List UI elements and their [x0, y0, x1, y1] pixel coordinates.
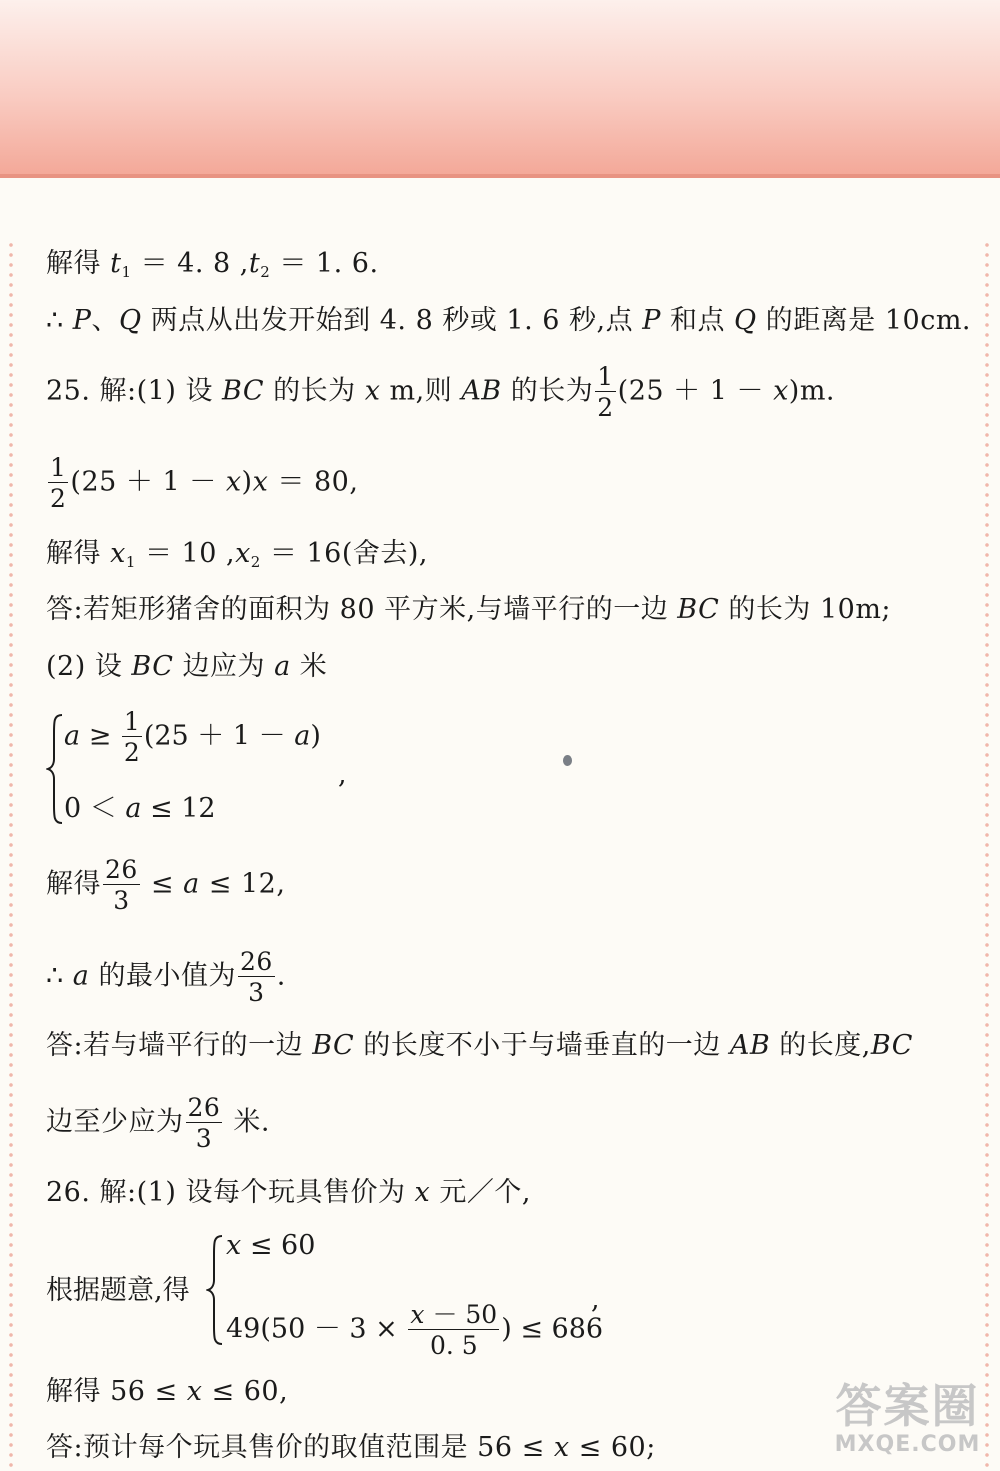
inequality-system-2 — [46, 1228, 606, 1360]
system-comma: , — [591, 1284, 600, 1315]
fraction-26-thirds: $\frac{26}{3}$ — [187, 1093, 221, 1153]
answer-line-part2-cont: 边至少应为 $\frac{26}{3}$ 米. — [46, 1093, 270, 1153]
inequality-row-1: x ≤ 60 — [226, 1230, 316, 1261]
fraction-one-half: $\frac{1}{2}$ — [123, 707, 140, 767]
solution-line-t-values: 解得 $t_1 = 4$. 8 $,t_2 = 1$. 6. — [46, 248, 379, 281]
solution-range-a: 解得 $\frac{26}{3}$ ≤ a ≤ 12, — [46, 855, 286, 915]
minimum-value-line: ∴ a 的最小值为 $\frac{26}{3}$ . — [46, 947, 286, 1007]
system-label: 根据题意,得 — [46, 1275, 190, 1306]
problem-26-setup: 26. 解:(1) 设每个玩具售价为 x 元／个, — [46, 1177, 531, 1208]
right-border-decoration — [984, 240, 990, 1471]
fraction-price-expression: $\frac{x - 50}{0. 5}$ — [410, 1300, 498, 1360]
conclusion-line-pq: ∴ P、Q 两点从出发开始到 4. 8 秒或 1. 6 秒,点 P 和点 Q 的距离是 10cm. — [46, 305, 972, 336]
left-brace-icon — [206, 1234, 224, 1346]
answer-line-26: 答:预计每个玩具售价的取值范围是 56 ≤ x ≤ 60; — [46, 1432, 656, 1463]
problem-25-setup: 25. 解:(1) 设 BC 的长为 x m,则 AB 的长为 $\frac{1}{2}$ (25 ＋ 1 － x)m. — [46, 362, 836, 422]
inequality-row-2: 49(50 － 3 × $\frac{x - 50}{0. 5}$ ) ≤ 686 — [226, 1300, 604, 1360]
fraction-26-thirds: $\frac{26}{3}$ — [105, 855, 138, 915]
system-comma: , — [338, 759, 347, 790]
solution-line-x-values: 解得 $x_1 = 10$ $,x_2 = 16$(舍去), — [46, 538, 429, 571]
ink-dot — [563, 755, 572, 766]
answer-line-part2: 答:若与墙平行的一边 BC 的长度不小于与墙垂直的一边 AB 的长度,BC — [46, 1030, 913, 1061]
fraction-26-thirds: $\frac{26}{3}$ — [239, 947, 273, 1007]
site-watermark: 答案圈 MXQE.COM — [834, 1379, 981, 1457]
inequality-system-1 — [46, 705, 376, 830]
fraction-one-half: $\frac{1}{2}$ — [50, 453, 67, 513]
solution-range-x: 解得 56 ≤ x ≤ 60, — [46, 1376, 289, 1407]
answer-line-part1: 答:若矩形猪舍的面积为 80 平方米,与墙平行的一边 BC 的长为 10m; — [46, 594, 892, 625]
equation-area-80: $\frac{1}{2}$ (25 ＋ 1 － x)x ＝ 80, — [50, 453, 359, 513]
left-border-decoration — [8, 240, 14, 1471]
fraction-one-half: $\frac{1}{2}$ — [597, 362, 614, 422]
inequality-row-1: a ≥ $\frac{1}{2}$ (25 ＋ 1 － a) — [64, 707, 321, 767]
left-brace-icon — [46, 713, 64, 825]
part2-setup: (2) 设 BC 边应为 a 米 — [46, 651, 328, 682]
inequality-row-2: 0 ＜ a ≤ 12 — [64, 793, 216, 824]
header-band — [0, 0, 1000, 178]
